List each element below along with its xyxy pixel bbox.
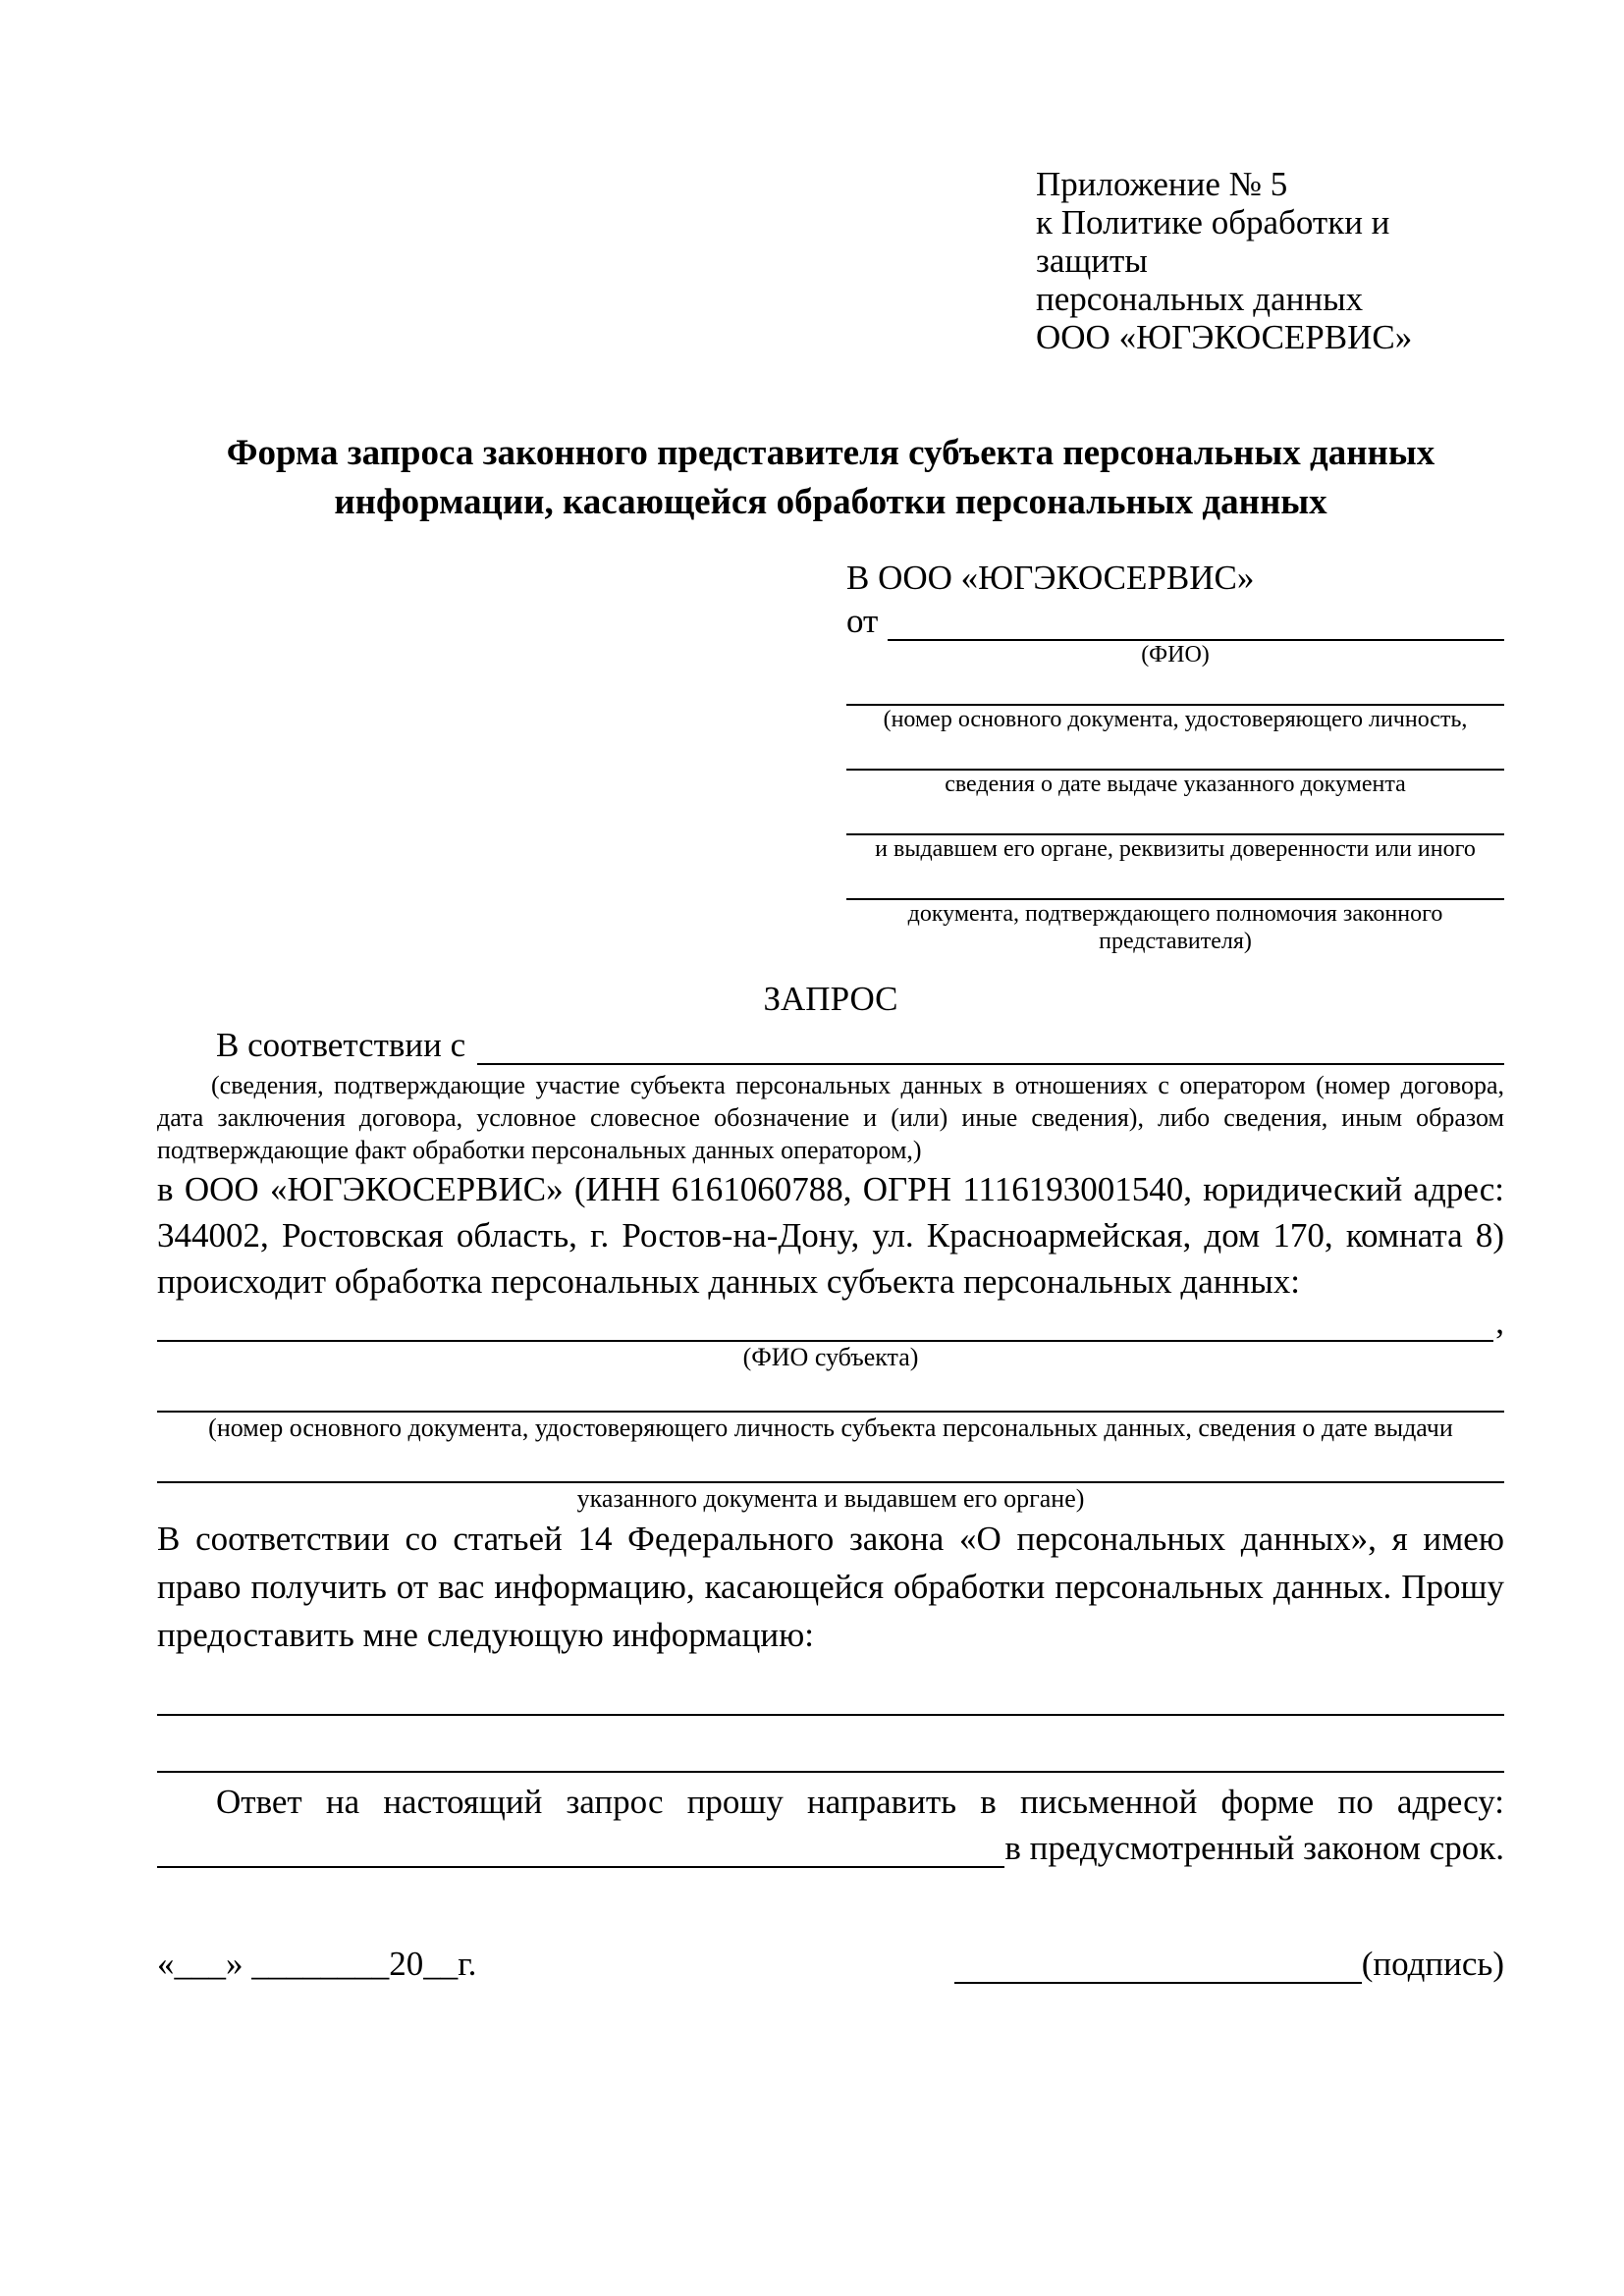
appendix-note [1036,165,1504,356]
appendix-note-line: к Политике обработки и защиты [1036,203,1390,280]
doc-hint: (номер основного документа, удостоверяющего личность, [883,707,1468,732]
appendix-note-line: Приложение № 5 [1036,165,1288,203]
reply-deadline-text: в предусмотренный законом срок. [1004,1829,1504,1867]
reply-address-blank-line [157,1866,1004,1868]
doc-hint: и выдавшем его органе, реквизиты доверенности или иного [875,836,1476,862]
doc-hint: документа, подтверждающего полномочия законного представителя) [907,901,1443,954]
addressee-company: В ООО «ЮГЭКОСЕРВИС» [846,559,1255,597]
doc-blank-line [846,733,1504,771]
request-heading: ЗАПРОС [763,980,898,1018]
subject-name-hint: (ФИО субъекта) [742,1343,919,1371]
subject-doc-blank-line [157,1373,1504,1413]
reply-address-field [157,1825,1504,1868]
date-field: «___» ________20__г. [157,1945,477,1983]
info-request-paragraph: В соответствии со статьей 14 Федерального закона «О персональных данных», я имею право получить от вас информацию, касающейся обработки персональных данных. Прошу предоставить мне следующую информацию: [157,1520,1504,1654]
addressee-block [846,557,1504,955]
subject-name-tail: , [1495,1303,1504,1341]
subject-doc-hint: указанного документа и выдавшем его органе) [576,1484,1085,1513]
subject-doc-blank-line [157,1444,1504,1483]
signature-hint: (подпись) [1361,1945,1504,1983]
signature-field [954,1945,1504,1984]
form-title-line: Форма запроса законного представителя субъекта персональных данных [226,433,1435,473]
subject-doc-hint: (номер основного документа, удостоверяющего личность субъекта персональных данных, сведения о дате выдачи [208,1414,1453,1442]
basis-blank-line [477,1063,1504,1065]
appendix-note-line: ООО «ЮГЭКОСЕРВИС» [1036,318,1413,356]
doc-hint: сведения о дате выдаче указанного документа [945,772,1406,797]
basis-hint: (сведения, подтверждающие участие субъекта персональных данных в отношениях с оператором (номер договора, дата заключения договора, условное словесное обозначение и (или) иные сведения), либо сведения, иным образом подтверждающие факт обработки персональных данных оператором,) [157,1071,1504,1164]
operator-paragraph: в ООО «ЮГЭКОСЕРВИС» (ИНН 6161060788, ОГРН 1116193001540, юридический адрес: 344002, Ростовская область, г. Ростов-на-Дону, ул. Красноармейская, дом 170, комната 8) происходит обработка персональных данных субъекта персональных данных: [157,1170,1504,1301]
reply-address-paragraph: Ответ на настоящий запрос прошу направить в письменной форме по адресу: [216,1783,1504,1821]
doc-blank-line [846,863,1504,900]
form-title-line: информации, касающейся обработки персональных данных [334,482,1327,522]
basis-field [157,1022,1504,1065]
info-blank-line [157,1734,1504,1773]
doc-blank-line [846,798,1504,835]
signature-blank-line [954,1945,1362,1984]
form-title [157,429,1504,527]
from-label: от [846,602,879,640]
appendix-note-line: персональных данных [1036,280,1364,318]
fio-hint: (ФИО) [1141,642,1210,667]
doc-blank-line [846,668,1504,706]
subject-name-field [157,1305,1504,1342]
basis-label: В соответствии с [216,1026,466,1064]
footer [157,1945,1504,1984]
from-field [846,600,1504,641]
info-blank-line [157,1677,1504,1716]
